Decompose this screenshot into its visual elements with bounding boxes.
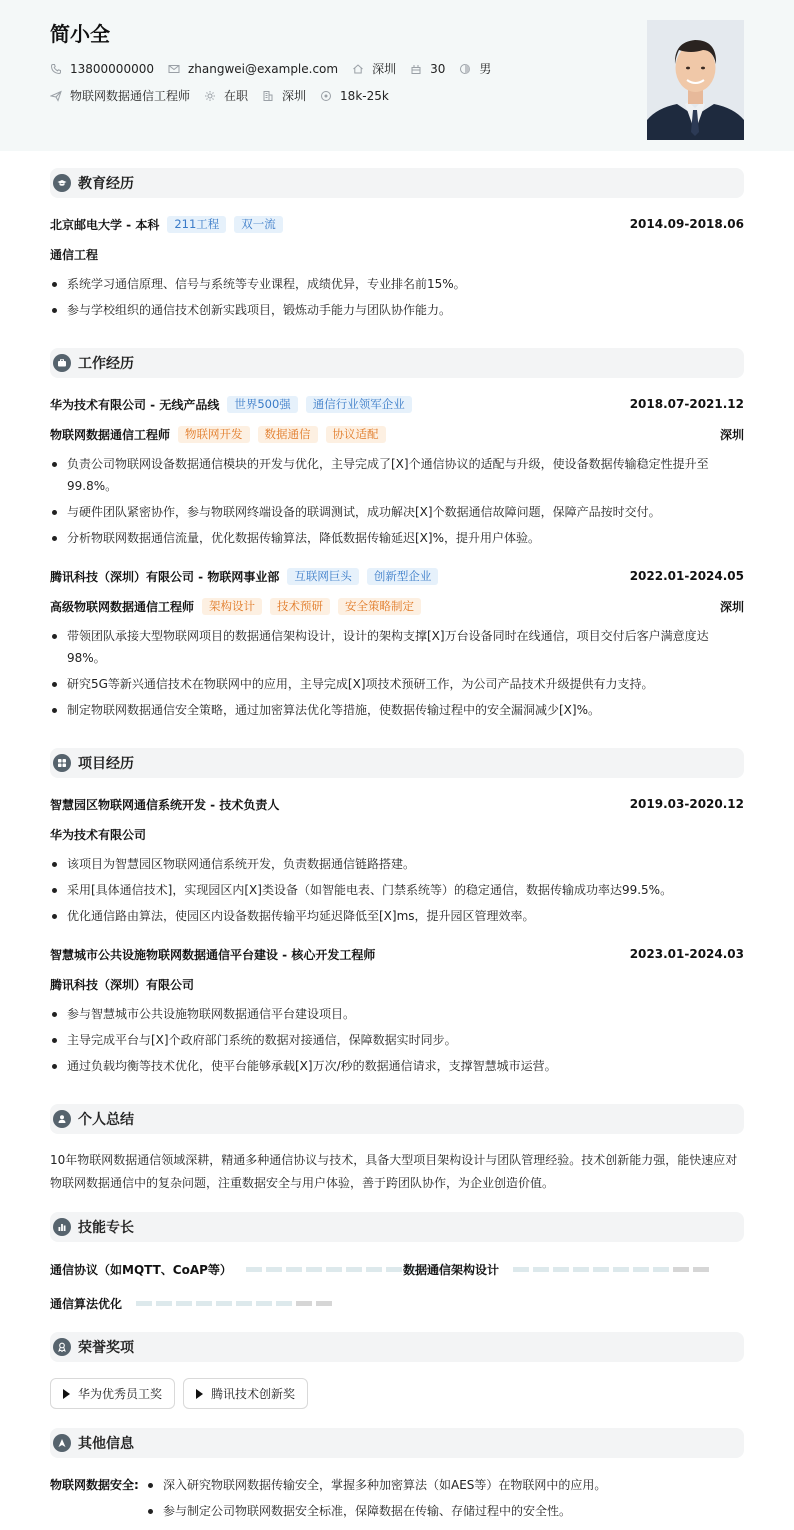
project-company: 华为技术有限公司: [50, 827, 147, 842]
section-summary: [50, 1104, 744, 1134]
skill-segment: [533, 1267, 549, 1272]
skill-segment: [256, 1301, 272, 1306]
skill-segment: [286, 1267, 302, 1272]
education-date: 2014.09-2018.06: [629, 217, 744, 231]
gender-text: 男: [479, 62, 492, 76]
job-title: 物联网数据通信工程师: [70, 89, 191, 103]
school-tag: 211工程: [167, 216, 226, 233]
contact-row: [50, 60, 505, 77]
section-title: 个人总结: [78, 1112, 134, 1128]
skill-segment: [613, 1267, 629, 1272]
age-item: [410, 62, 445, 76]
profile-name: 简小全: [50, 22, 110, 46]
work-city: 深圳: [719, 599, 744, 614]
section-education: [50, 168, 744, 198]
list-item: 该项目为智慧园区物联网通信系统开发，负责数据通信链路搭建。: [50, 853, 744, 875]
company-tag: 通信行业领军企业: [306, 396, 412, 413]
work-bullets: [50, 625, 744, 725]
skill-segment: [346, 1267, 362, 1272]
section-awards: [50, 1332, 744, 1362]
work-entry-header: [50, 394, 744, 414]
school-name: 北京邮电大学 - 本科: [50, 217, 160, 232]
skill-level-bar: [136, 1301, 332, 1306]
skill-segment: [366, 1267, 382, 1272]
email-item: [168, 62, 338, 76]
gender-icon: [459, 63, 471, 75]
company-name: 华为技术有限公司 - 无线产品线: [50, 397, 220, 412]
company-tag: 创新型企业: [367, 568, 439, 585]
work-bullets: [50, 453, 744, 553]
skill-segment: [513, 1267, 529, 1272]
user-icon: [53, 1110, 71, 1128]
role-tag: 数据通信: [258, 426, 318, 443]
skill-segment: [266, 1267, 282, 1272]
section-title: 技能专长: [78, 1220, 134, 1236]
award-badge: [183, 1378, 308, 1409]
phone-icon: [50, 63, 62, 75]
target-city: 深圳: [282, 89, 307, 103]
project-title: 智慧城市公共设施物联网数据通信平台建设 - 核心开发工程师: [50, 947, 376, 962]
role-tag: 技术预研: [270, 598, 330, 615]
profile-header: [0, 0, 794, 151]
location-item: [352, 60, 396, 77]
briefcase-icon: [53, 354, 71, 372]
role-tag: 协议适配: [326, 426, 386, 443]
profile-photo: [647, 20, 744, 140]
role-name: 高级物联网数据通信工程师: [50, 599, 195, 614]
skill-segment: [653, 1267, 669, 1272]
gear-icon: [204, 90, 216, 102]
list-item: 参与学校组织的通信技术创新实践项目，锻炼动手能力与团队协作能力。: [50, 299, 744, 321]
skill-segment: [296, 1301, 312, 1306]
role-name: 物联网数据通信工程师: [50, 427, 171, 442]
role-tag: 架构设计: [202, 598, 262, 615]
skill-level-bar: [513, 1267, 709, 1272]
list-item: 制定物联网数据通信安全策略，通过加密算法优化等措施，使数据传输过程中的安全漏洞减少[X]%。: [50, 699, 744, 721]
project-company: 腾讯科技（深圳）有限公司: [50, 977, 195, 992]
skill-segment: [156, 1301, 172, 1306]
bar-chart-icon: [53, 1218, 71, 1236]
play-icon: [196, 1389, 203, 1399]
skill-segment: [693, 1267, 709, 1272]
skill-name: 数据通信架构设计: [403, 1263, 500, 1277]
skill-segment: [176, 1301, 192, 1306]
graduation-cap-icon: [53, 174, 71, 192]
education-entry-header: [50, 214, 744, 234]
section-title: 其他信息: [78, 1436, 134, 1452]
project-entry-header: [50, 944, 744, 964]
skill-segment: [386, 1267, 402, 1272]
age-icon: [410, 63, 422, 75]
section-skills: [50, 1212, 744, 1242]
role-tag: 安全策略制定: [338, 598, 421, 615]
skill-item: [50, 1261, 442, 1278]
send-icon: [50, 90, 62, 102]
other-label: 物联网数据安全:: [50, 1478, 139, 1492]
company-tag: 世界500强: [227, 396, 297, 413]
compass-icon: [53, 1434, 71, 1452]
list-item: 分析物联网数据通信流量，优化数据传输算法，降低数据传输延迟[X]%，提升用户体验。: [50, 527, 744, 549]
project-bullets: [50, 1003, 744, 1081]
list-item: 带领团队承接大型物联网项目的数据通信架构设计，设计的架构支撑[X]万台设备同时在线通信，项目交付后客户满意度达98%。: [50, 625, 744, 669]
employment-status: 在职: [224, 89, 249, 103]
age-text: 30: [430, 61, 446, 76]
skill-name: 通信算法优化: [50, 1297, 123, 1311]
list-item: 优化通信路由算法，使园区内设备数据传输平均延迟降低至[X]ms，提升园区管理效率。: [50, 905, 744, 927]
grid-icon: [53, 754, 71, 772]
work-city: 深圳: [719, 427, 744, 442]
section-title: 项目经历: [78, 756, 134, 772]
list-item: 与硬件团队紧密协作，参与物联网终端设备的联调测试，成功解决[X]个数据通信故障问题，保障产品按时交付。: [50, 501, 744, 523]
project-company-row: [50, 974, 744, 994]
project-bullets: [50, 853, 744, 931]
award-name: 华为优秀员工奖: [78, 1387, 163, 1401]
section-title: 工作经历: [78, 356, 134, 372]
status-item: [204, 87, 248, 104]
job-row: [50, 87, 403, 104]
section-projects: [50, 748, 744, 778]
salary-item: [320, 89, 389, 103]
project-company-row: [50, 824, 744, 844]
coin-icon: [320, 90, 332, 102]
work-entry-header: [50, 566, 744, 586]
work-date: 2022.01-2024.05: [629, 569, 744, 583]
skill-segment: [573, 1267, 589, 1272]
salary-range: 18k-25k: [340, 88, 389, 103]
company-name: 腾讯科技（深圳）有限公司 - 物联网事业部: [50, 569, 280, 584]
award-name: 腾讯技术创新奖: [211, 1387, 296, 1401]
target-city-item: [262, 87, 306, 104]
phone-item: [50, 62, 154, 76]
skill-name: 通信协议（如MQTT、CoAP等）: [50, 1263, 232, 1277]
section-title: 荣誉奖项: [78, 1340, 134, 1356]
skill-segment: [633, 1267, 649, 1272]
work-role-row: [50, 424, 744, 444]
avatar-portrait: [647, 20, 744, 140]
skill-item: [403, 1261, 709, 1278]
project-date: 2019.03-2020.12: [629, 797, 744, 811]
award-badge: [50, 1378, 175, 1409]
skill-segment: [136, 1301, 152, 1306]
section-title: 教育经历: [78, 176, 134, 192]
skill-item: [50, 1295, 332, 1312]
list-item: 采用[具体通信技术]，实现园区内[X]类设备（如智能电表、门禁系统等）的稳定通信，数据传输成功率达99.5%。: [50, 879, 744, 901]
other-bullets: [146, 1474, 746, 1526]
job-title-item: [50, 87, 190, 104]
skill-segment: [673, 1267, 689, 1272]
school-tag: 双一流: [234, 216, 283, 233]
project-title: 智慧园区物联网通信系统开发 - 技术负责人: [50, 797, 280, 812]
list-item: 负责公司物联网设备数据通信模块的开发与优化，主导完成了[X]个通信协议的适配与升级，使设备数据传输稳定性提升至99.8%。: [50, 453, 744, 497]
education-major-row: [50, 244, 744, 264]
summary-text: 10年物联网数据通信领域深耕，精通多种通信协议与技术，具备大型项目架构设计与团队管理经验。技术创新能力强，能快速应对物联网数据通信中的复杂问题，注重数据安全与用户体验，善于跨团队协作，为企业创造价值。: [50, 1153, 738, 1190]
skill-segment: [236, 1301, 252, 1306]
list-item: 研究5G等新兴通信技术在物联网中的应用，主导完成[X]项技术预研工作，为公司产品技术升级提供有力支持。: [50, 673, 744, 695]
list-item: 参与智慧城市公共设施物联网数据通信平台建设项目。: [50, 1003, 744, 1025]
gender-item: [459, 60, 491, 77]
list-item: 系统学习通信原理、信号与系统等专业课程，成绩优异，专业排名前15%。: [50, 273, 744, 295]
list-item: 主导完成平台与[X]个政府部门系统的数据对接通信，保障数据实时同步。: [50, 1029, 744, 1051]
skill-segment: [316, 1301, 332, 1306]
skill-segment: [593, 1267, 609, 1272]
work-role-row: [50, 596, 744, 616]
project-date: 2023.01-2024.03: [629, 947, 744, 961]
phone-number: 13800000000: [70, 61, 154, 76]
company-tag: 互联网巨头: [287, 568, 359, 585]
skill-segment: [216, 1301, 232, 1306]
location-text: 深圳: [372, 62, 397, 76]
skill-segment: [246, 1267, 262, 1272]
work-date: 2018.07-2021.12: [629, 397, 744, 411]
skill-segment: [553, 1267, 569, 1272]
major-name: 通信工程: [50, 247, 99, 262]
project-entry-header: [50, 794, 744, 814]
mail-icon: [168, 63, 180, 75]
email-address: zhangwei@example.com: [187, 61, 339, 76]
building-icon: [262, 90, 274, 102]
role-tag: 物联网开发: [178, 426, 250, 443]
section-other: [50, 1428, 744, 1458]
list-item: 深入研究物联网数据传输安全，掌握多种加密算法（如AES等）在物联网中的应用。: [146, 1474, 746, 1496]
skill-segment: [306, 1267, 322, 1272]
section-work: [50, 348, 744, 378]
skill-segment: [326, 1267, 342, 1272]
skill-segment: [276, 1301, 292, 1306]
education-bullets: [50, 273, 744, 325]
play-icon: [63, 1389, 70, 1399]
award-icon: [53, 1338, 71, 1356]
home-icon: [352, 63, 364, 75]
skill-segment: [196, 1301, 212, 1306]
list-item: 参与制定公司物联网数据安全标准，保障数据在传输、存储过程中的安全性。: [146, 1500, 746, 1522]
list-item: 通过负载均衡等技术优化，使平台能够承载[X]万次/秒的数据通信请求，支撑智慧城市运营。: [50, 1055, 744, 1077]
